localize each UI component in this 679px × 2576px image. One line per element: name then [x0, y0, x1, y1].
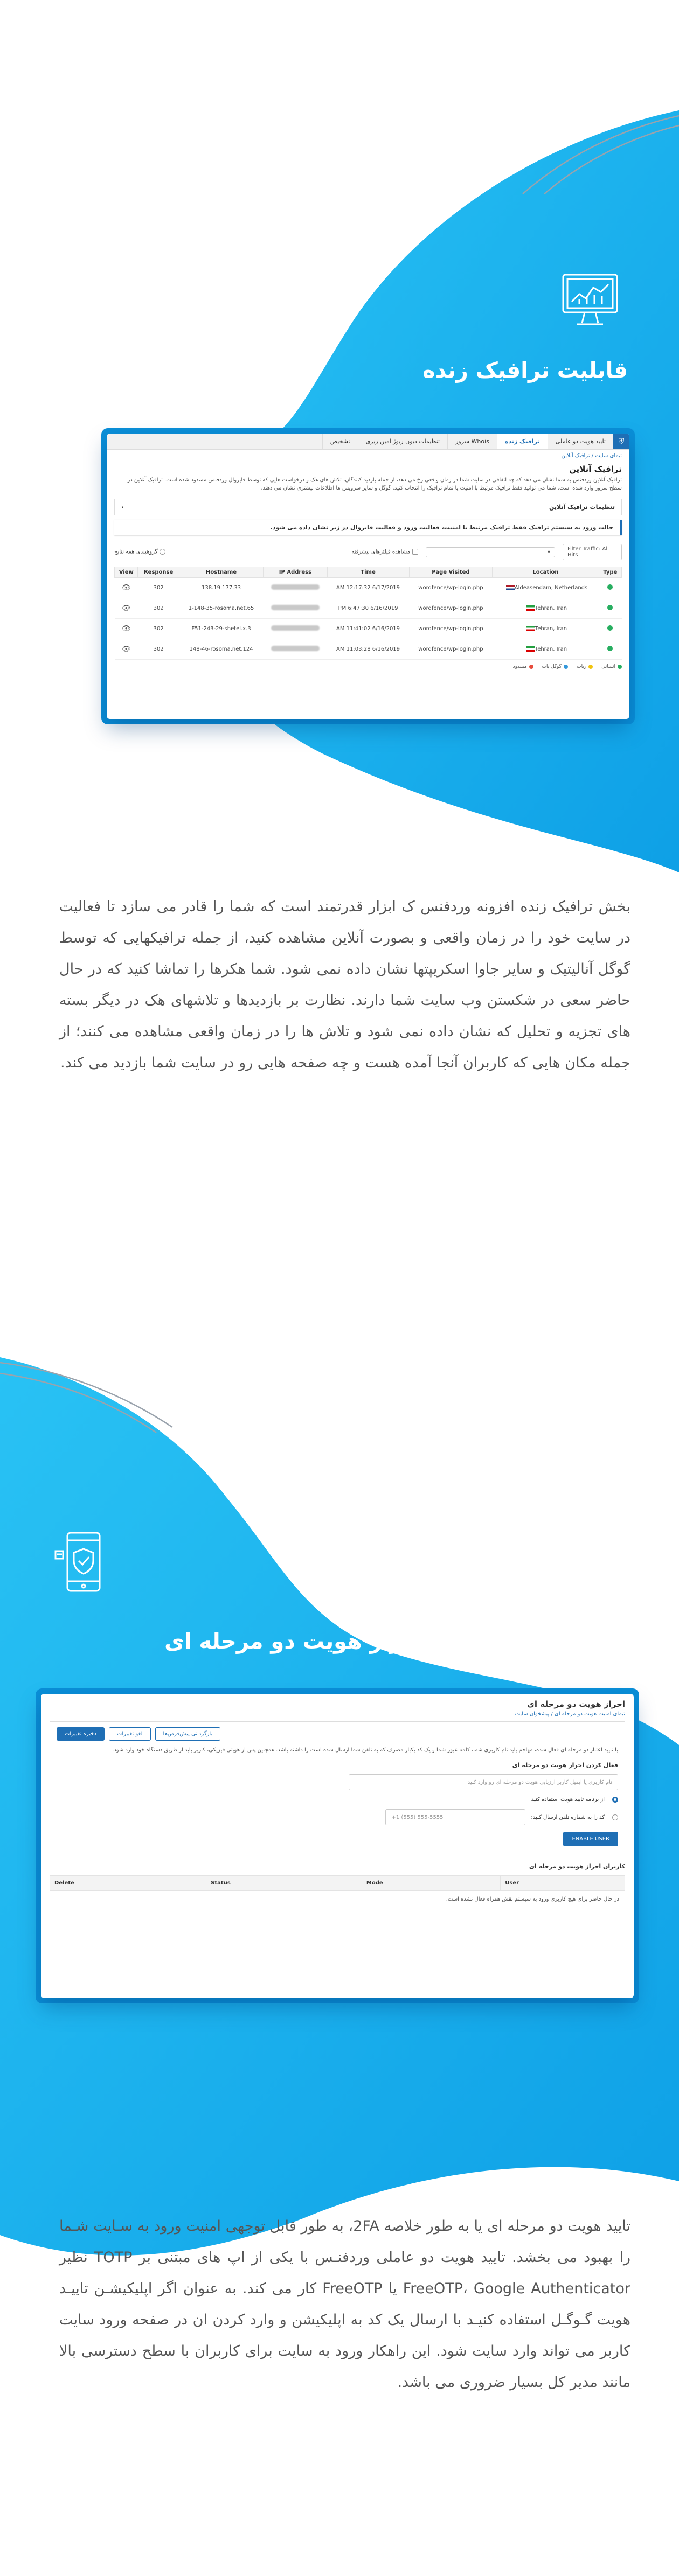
location-label: Tehran, Iran: [535, 646, 567, 652]
traffic-legend: [107, 662, 629, 672]
col-mode: Mode: [362, 1876, 500, 1891]
breadcrumb[interactable]: تیمای امنیت هویت دو مرحله ای / پیشخوان سایت: [515, 1711, 625, 1717]
location-cell: [493, 578, 599, 598]
action-buttons: [57, 1727, 618, 1741]
radio-selected-icon: [612, 1797, 618, 1803]
restore-defaults-button[interactable]: بازگردانی پیش‌فرض‌ها: [155, 1727, 221, 1741]
radio-icon: [612, 1814, 618, 1820]
response-cell: 302: [138, 619, 179, 639]
col-location: Location: [493, 567, 599, 578]
page-visited-link[interactable]: wordfence/wp-login.php: [409, 639, 493, 660]
ip-address-cell: [264, 598, 327, 619]
two-factor-description-text: تایید هویت دو مرحله ای یا به طور خلاصه 2FA، به طور قابل توجهی امنیت ورود به سـایت شـما را بهبود می بخشد. تایید هویت دو عاملی وردفنـس با یکی از اپ های مبتنی بر TOTP نظیر FreeOTP، Google Authenticator یا FreeOTP کار می کند. به عنوان اگر اپلیکیشـن تاییـد هویت گـوگـل استفاده کنیـد با ارسال یک کد به اپلیکیشن و وارد کردن ان در صفحه ورود سایت کاربر می تواند وارد سایت شود. این راهکار ورود به سایت برای کاربران با سطح دسترسی بالا مانند مدیر کل بسیار ضروری می باشد.: [59, 2218, 631, 2391]
traffic-settings-accordion[interactable]: [114, 499, 622, 515]
table-row: [115, 578, 622, 598]
traffic-table: [114, 567, 622, 660]
location-cell: [493, 639, 599, 660]
users-table: [50, 1875, 625, 1908]
option-app[interactable]: [57, 1797, 618, 1803]
time-cell: AM 11:41:02 6/16/2019: [327, 619, 409, 639]
human-dot-icon: [607, 605, 613, 610]
live-traffic-panel: [107, 434, 629, 719]
checkbox-icon: [412, 549, 418, 555]
col-response: Response: [138, 567, 179, 578]
netherlands-flag-icon: [506, 585, 515, 590]
wordfence-logo-icon: ⛨: [613, 434, 629, 449]
option-sms[interactable]: [57, 1809, 618, 1825]
type-dot-icon: [599, 578, 621, 598]
traffic-notice: حالت ورود به سیستم ترافیک فقط ترافیک مرتبط با امنیت، فعالیت ورود و فعالیت فایروال در زیر نشان داده می شود.: [114, 520, 622, 535]
two-factor-panel: [41, 1694, 634, 1998]
table-row: [50, 1891, 625, 1908]
two-factor-box: [50, 1721, 625, 1854]
filter-bar: [107, 540, 629, 564]
hostname-cell: 138.19.177.33: [179, 578, 263, 598]
location-label: Aldeasendam, Netherlands: [514, 585, 588, 591]
table-row: [115, 619, 622, 639]
hostname-cell: 1-148-35-rosoma.net.65: [179, 598, 263, 619]
chevron-left-icon: ‹: [121, 504, 124, 511]
col-ip: IP Address: [264, 567, 327, 578]
page-visited-link[interactable]: wordfence/wp-login.php: [409, 598, 493, 619]
page-description: ترافیک آنلاین وردفنس به شما نشان می دهد که چه اتفاقی در سایت شما در زمان واقعی رخ می دهد، از جمله بازدید کنندگان، تلاش های هک و درخواست هایی که توسط فایروال وردفنس مسدود شده است. ترافیک آنلاین در سطح سرور وارد شده است. شما می توانید فقط ترافیک مرتبط با امنیت یا تمام ترافیک را انتخاب کنید. گوگل و سایر سرویس ها اطلاعات بیشتری نشان می دهند.: [127, 477, 622, 491]
page-title: ترافیک آنلاین: [569, 464, 622, 474]
type-dot-icon: [599, 619, 621, 639]
type-dot-icon: [599, 639, 621, 660]
group-by-toggle[interactable]: گروهبندی همه نتایج: [114, 549, 165, 555]
view-eye-icon[interactable]: 👁: [115, 578, 138, 598]
traffic-filter-select[interactable]: Filter Traffic: All Hits: [563, 544, 622, 560]
ip-address-cell: [264, 619, 327, 639]
legend-bot: ربات: [577, 664, 593, 669]
iran-flag-icon: [526, 646, 535, 652]
live-traffic-description: بخش ترافیک زنده افزونه وردفنس ک ابزار قدرتمند است که شما را قادر می سازد تا فعالیت در سایت خود را در زمان واقعی و بصورت آنلاین مشاهده کنید، از جمله ترافیکهایی که توسط گوگل آنالیتیک و سایر جاوا اسکریپتها نشان داده نمی شود. شما هکرها را تماشا کنید که در حال حاضر سعی در شکستن وب سایت شما دارند. نظارت بر بازدیدها و تلاشهای هک در دیگر بسته های تجزیه و تحلیل که نشان داده نمی شود و تلاش ها را در زمان واقعی مشاهده می کنند؛ از جمله مکان هایی که کاربران آنجا آمده هست و چه صفحه هایی رو در سایت شما بازدید می کند.: [59, 898, 630, 1071]
view-eye-icon[interactable]: 👁: [115, 598, 138, 619]
human-dot-icon: [607, 646, 613, 651]
view-eye-icon[interactable]: 👁: [115, 619, 138, 639]
breadcrumb[interactable]: تیمای سایت / ترافیک آنلاین: [561, 453, 622, 459]
col-user: User: [501, 1876, 625, 1891]
radio-icon: [160, 549, 165, 555]
analytics-monitor-icon: [558, 269, 622, 334]
save-changes-button[interactable]: ذخیره تغییرات: [57, 1727, 105, 1741]
advanced-filters-toggle[interactable]: مشاهده فیلترهای پیشرفته: [351, 549, 418, 555]
section-title: قابلیت ترافیک زنده: [422, 358, 628, 383]
section-title-2fa: احراز هویت دو مرحله ای: [164, 1629, 426, 1654]
hostname-cell: F51-243-29-shetel.x.3: [179, 619, 263, 639]
redacted-ip: [271, 605, 320, 610]
tab-two-factor[interactable]: تایید هویت دو عاملی: [548, 434, 613, 449]
type-dot-icon: [599, 598, 621, 619]
col-delete: Delete: [50, 1876, 206, 1891]
legend-googlebot: گوگل بات: [542, 664, 569, 669]
tab-live-traffic[interactable]: ترافیک زنده: [497, 434, 548, 449]
page-visited-link[interactable]: wordfence/wp-login.php: [409, 578, 493, 598]
human-dot-icon: [607, 584, 613, 590]
two-factor-description: با تایید اعتبار دو مرحله ای فعال شده، مهاجم باید نام کاربری شما، کلمه عبور شما و یک کد یکبار مصرف که به تلفن شما ارسال شده است را داشته باشد. همچنین پس از هویتی فیزیکی، کاربر باید از طریق دستگاه خود وارد شود.: [112, 1747, 618, 1753]
enable-heading: فعال کردن احراز هویت دو مرحله ای: [512, 1762, 618, 1769]
plugin-tabs: [107, 434, 629, 450]
legend-blocked: مسدود: [513, 664, 534, 669]
time-cell: PM 6:47:30 6/16/2019: [327, 598, 409, 619]
ip-address-cell: [264, 578, 327, 598]
col-hostname: Hostname: [179, 567, 263, 578]
ip-address-cell: [264, 639, 327, 660]
tab-diagnostics[interactable]: تشخیص: [322, 434, 358, 449]
redacted-ip: [271, 584, 320, 590]
col-time: Time: [327, 567, 409, 578]
view-eye-icon[interactable]: 👁: [115, 639, 138, 660]
cancel-changes-button[interactable]: لغو تغییرات: [109, 1727, 151, 1741]
enable-row: [57, 1832, 618, 1846]
col-status: Status: [206, 1876, 362, 1891]
table-header: [115, 567, 622, 578]
table-header: [50, 1876, 625, 1891]
location-cell: [493, 619, 599, 639]
redacted-ip: [271, 646, 320, 651]
col-view: View: [115, 567, 138, 578]
empty-state: در حال حاضر برای هیچ کاربری ورود به سیستم نقش همراه فعال نشده است.: [50, 1891, 625, 1908]
hostname-cell: 148-46-rosoma.net.124: [179, 639, 263, 660]
mobile-shield-icon: [51, 1530, 116, 1594]
tab-import-export[interactable]: تنظیمات دیون ریوژ امین ریزی: [358, 434, 448, 449]
tab-whois[interactable]: سرور Whois: [447, 434, 497, 449]
username-input[interactable]: نام کاربری یا ایمیل کاربر ارزیابی هویت دو مرحله ای رو وارد کنید: [349, 1774, 618, 1790]
response-cell: 302: [138, 598, 179, 619]
secondary-filter-select[interactable]: ▾: [426, 547, 555, 557]
location-label: Tehran, Iran: [535, 626, 567, 632]
col-page: Page Visited: [409, 567, 493, 578]
users-section: [50, 1863, 625, 1908]
legend-human: انسانی: [601, 664, 622, 669]
option-app-label: از برنامه تایید هویت استفاده کنید: [531, 1797, 605, 1803]
table-row: [115, 639, 622, 660]
time-cell: AM 12:17:32 6/17/2019: [327, 578, 409, 598]
users-heading: کاربران احراز هویت دو مرحله ای: [529, 1863, 625, 1870]
table-row: [115, 598, 622, 619]
time-cell: AM 11:03:28 6/16/2019: [327, 639, 409, 660]
col-type: Type: [599, 567, 621, 578]
redacted-ip: [271, 625, 320, 631]
option-sms-label: کد را به شماره تلفن ارسال کنید:: [531, 1814, 605, 1820]
location-label: Tehran, Iran: [535, 605, 567, 611]
response-cell: 302: [138, 578, 179, 598]
response-cell: 302: [138, 639, 179, 660]
page-visited-link[interactable]: wordfence/wp-login.php: [409, 619, 493, 639]
human-dot-icon: [607, 625, 613, 631]
iran-flag-icon: [526, 605, 535, 611]
location-cell: [493, 598, 599, 619]
iran-flag-icon: [526, 626, 535, 631]
phone-input[interactable]: +1 (555) 555-5555: [385, 1809, 525, 1825]
page-title: احراز هویت دو مرحله ای: [527, 1699, 625, 1709]
enable-user-button[interactable]: ENABLE USER: [563, 1832, 618, 1846]
accordion-label: تنظیمات ترافیک آنلاین: [549, 504, 615, 511]
